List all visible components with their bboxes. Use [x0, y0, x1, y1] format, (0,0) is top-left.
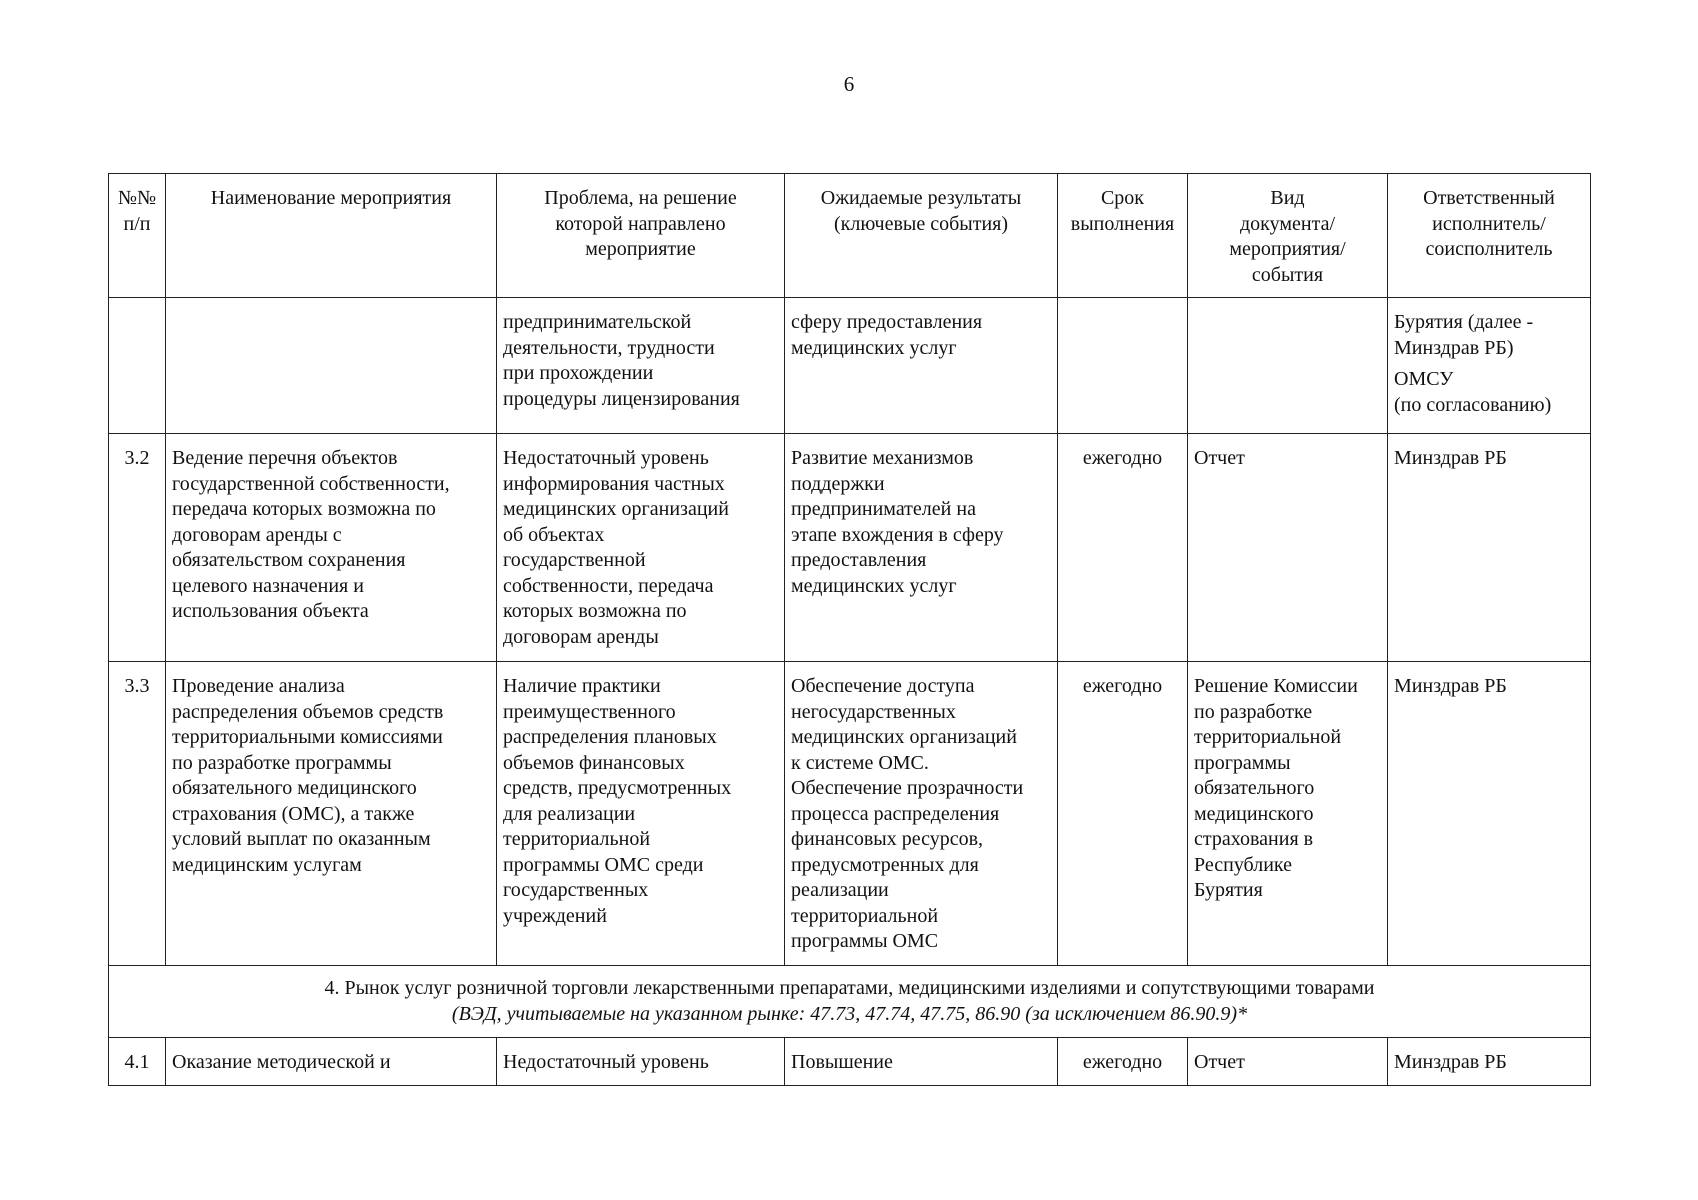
text-line: государственной собственности, — [172, 472, 450, 495]
cell-doc — [1188, 662, 1388, 966]
cell-num: 4.1 — [109, 1038, 166, 1086]
text-line: страхования (ОМС), а также — [172, 802, 415, 825]
cell-responsible — [1388, 1038, 1591, 1086]
text-line: процесса распределения — [791, 802, 1000, 825]
header-results — [785, 174, 1058, 298]
text-line: реализации — [791, 879, 889, 901]
cell-doc — [1188, 434, 1388, 662]
text-line: об объектах — [503, 523, 605, 546]
text-line: Обеспечение прозрачности — [791, 777, 1024, 799]
text-line: Проблема, на решение — [544, 187, 737, 209]
text-line: обязательного — [1194, 777, 1315, 799]
table-row-3-2 — [109, 434, 1591, 662]
cell-problem — [497, 662, 785, 966]
cell-date: ежегодно — [1058, 662, 1188, 966]
text-line: медицинского — [1194, 802, 1314, 825]
text-line: процедуры лицензирования — [503, 387, 740, 410]
text-line: Минздрав РБ — [1394, 447, 1507, 469]
table-row-3-3 — [109, 662, 1591, 966]
text-line: Минздрав РБ) — [1394, 336, 1514, 359]
text-line: документа/ — [1240, 212, 1335, 235]
cell-date — [1058, 298, 1188, 434]
cell-doc — [1188, 298, 1388, 434]
text-line: Ведение перечня объектов — [172, 447, 398, 469]
text-line: Республике — [1194, 853, 1293, 876]
text-line: средств, предусмотренных — [503, 777, 732, 799]
table-row-continued — [109, 298, 1591, 434]
cell-results — [785, 434, 1058, 662]
header-num — [109, 174, 166, 298]
text-line: программы ОМС — [791, 930, 939, 952]
cell-name — [166, 434, 497, 662]
text-line: Недостаточный уровень — [503, 447, 709, 469]
text-line: мероприятия/ — [1229, 238, 1346, 260]
text-line: медицинских организаций — [791, 726, 1017, 748]
text-line: медицинских организаций — [503, 498, 729, 520]
text-line: использования объекта — [172, 600, 369, 622]
text-line: медицинских услуг — [791, 336, 957, 359]
text-line: Развитие механизмов — [791, 447, 974, 469]
text-line: которых возможна по — [503, 600, 687, 622]
text-line: целевого назначения и — [172, 574, 364, 597]
section-4-row — [109, 966, 1591, 1038]
text-line: Проведение анализа — [172, 675, 345, 697]
text-line: программы — [1194, 751, 1291, 774]
text-line: финансовых ресурсов, — [791, 828, 984, 850]
text-line: предпринимательской — [503, 311, 692, 333]
cell-responsible — [1388, 662, 1591, 966]
responsible-line-2 — [1394, 367, 1584, 418]
text-line: обязательного медицинского — [172, 777, 417, 799]
text-line: распределения объемов средств — [172, 700, 444, 723]
text-line: негосударственных — [791, 700, 956, 723]
text-line: ОМСУ — [1394, 368, 1454, 390]
text-line: мероприятие — [585, 238, 696, 260]
text-line: государственных — [503, 879, 649, 901]
text-line: договорам аренды с — [172, 523, 342, 546]
text-line: сферу предоставления — [791, 311, 983, 333]
text-line: исполнитель/ — [1432, 212, 1546, 235]
text-line: Минздрав РБ — [1394, 1051, 1507, 1073]
text-line: Срок — [1100, 187, 1145, 209]
text-line: территориальными комиссиями — [172, 726, 443, 748]
text-line: Оказание методической и — [172, 1051, 391, 1073]
text-line: которой направлено — [555, 212, 726, 235]
cell-name — [166, 662, 497, 966]
text-line: обязательством сохранения — [172, 549, 406, 571]
header-name — [166, 174, 497, 298]
cell-results — [785, 298, 1058, 434]
cell-date: ежегодно — [1058, 434, 1188, 662]
text-line: Вид — [1270, 187, 1305, 209]
section-4-note: (ВЭД, учитываемые на указанном рынке: 47.73, 47.74, 47.75, 86.90 (за исключением 86.90.9)* — [451, 1002, 1248, 1025]
text-line: территориальной — [503, 828, 651, 850]
cell-name — [166, 1038, 497, 1086]
text-line: (по согласованию) — [1394, 393, 1552, 416]
text-line: Бурятия (далее - — [1394, 311, 1534, 333]
text-line: страхования в — [1194, 828, 1314, 850]
cell-num — [109, 298, 166, 434]
activities-table — [108, 173, 1591, 1086]
text-line: Наименование мероприятия — [210, 187, 452, 209]
text-line: этапе вхождения в сферу — [791, 523, 1004, 546]
text-line: договорам аренды — [503, 625, 659, 648]
text-line: предусмотренных для — [791, 853, 979, 876]
text-line: Недостаточный уровень — [503, 1051, 709, 1073]
text-line: события — [1251, 263, 1324, 286]
text-line: государственной — [503, 549, 646, 571]
text-line: при прохождении — [503, 362, 654, 384]
section-4-title: 4. Рынок услуг розничной торговли лекарственными препаратами, медицинскими изделиями и сопутствующими товарами — [324, 977, 1375, 999]
text-line: Отчет — [1194, 1051, 1245, 1073]
text-line: п/п — [123, 212, 151, 235]
text-line: предоставления — [791, 549, 927, 571]
cell-responsible — [1388, 298, 1591, 434]
responsible-line-1 — [1394, 310, 1584, 361]
text-line: (ключевые события) — [833, 212, 1009, 235]
text-line: Ответственный — [1423, 187, 1555, 209]
text-line: информирования частных — [503, 472, 725, 495]
text-line: Отчет — [1194, 447, 1245, 469]
page-number: 6 — [843, 72, 855, 96]
text-line: соисполнитель — [1425, 238, 1553, 260]
cell-doc — [1188, 1038, 1388, 1086]
text-line: для реализации — [503, 802, 636, 825]
text-line: программы ОМС среди — [503, 853, 704, 876]
text-line: Повышение — [791, 1051, 893, 1073]
text-line: Решение Комиссии — [1194, 675, 1358, 697]
text-line: территориальной — [1194, 726, 1342, 748]
table-row-4-1 — [109, 1038, 1591, 1086]
text-line: медицинских услуг — [791, 574, 957, 597]
text-line: передача которых возможна по — [172, 498, 436, 520]
text-line: распределения плановых — [503, 726, 717, 748]
section-4-heading — [109, 966, 1591, 1038]
cell-problem — [497, 434, 785, 662]
text-line: к системе ОМС. — [791, 751, 929, 774]
cell-problem — [497, 298, 785, 434]
text-line: Наличие практики — [503, 675, 661, 697]
text-line: Бурятия — [1194, 879, 1263, 901]
cell-responsible — [1388, 434, 1591, 662]
text-line: выполнения — [1070, 212, 1175, 235]
text-line: территориальной — [791, 904, 939, 927]
table-header-row — [109, 174, 1591, 298]
header-doc — [1188, 174, 1388, 298]
text-line: деятельности, трудности — [503, 336, 715, 359]
text-line: предпринимателей на — [791, 498, 976, 520]
text-line: преимущественного — [503, 700, 676, 723]
text-line: по разработке программы — [172, 751, 392, 774]
header-responsible — [1388, 174, 1591, 298]
text-line: Минздрав РБ — [1394, 675, 1507, 697]
cell-num: 3.3 — [109, 662, 166, 966]
text-line: Обеспечение доступа — [791, 675, 975, 697]
text-line: объемов финансовых — [503, 751, 685, 774]
text-line: условий выплат по оказанным — [172, 828, 431, 850]
cell-date: ежегодно — [1058, 1038, 1188, 1086]
cell-results — [785, 1038, 1058, 1086]
text-line: учреждений — [503, 904, 607, 927]
cell-results — [785, 662, 1058, 966]
cell-name — [166, 298, 497, 434]
text-line: №№ — [117, 187, 157, 209]
cell-problem — [497, 1038, 785, 1086]
text-line: медицинским услугам — [172, 853, 362, 876]
cell-num: 3.2 — [109, 434, 166, 662]
text-line: собственности, передача — [503, 574, 714, 597]
text-line: Ожидаемые результаты — [820, 187, 1022, 209]
text-line: поддержки — [791, 472, 885, 495]
text-line: по разработке — [1194, 700, 1313, 723]
header-problem — [497, 174, 785, 298]
header-date — [1058, 174, 1188, 298]
